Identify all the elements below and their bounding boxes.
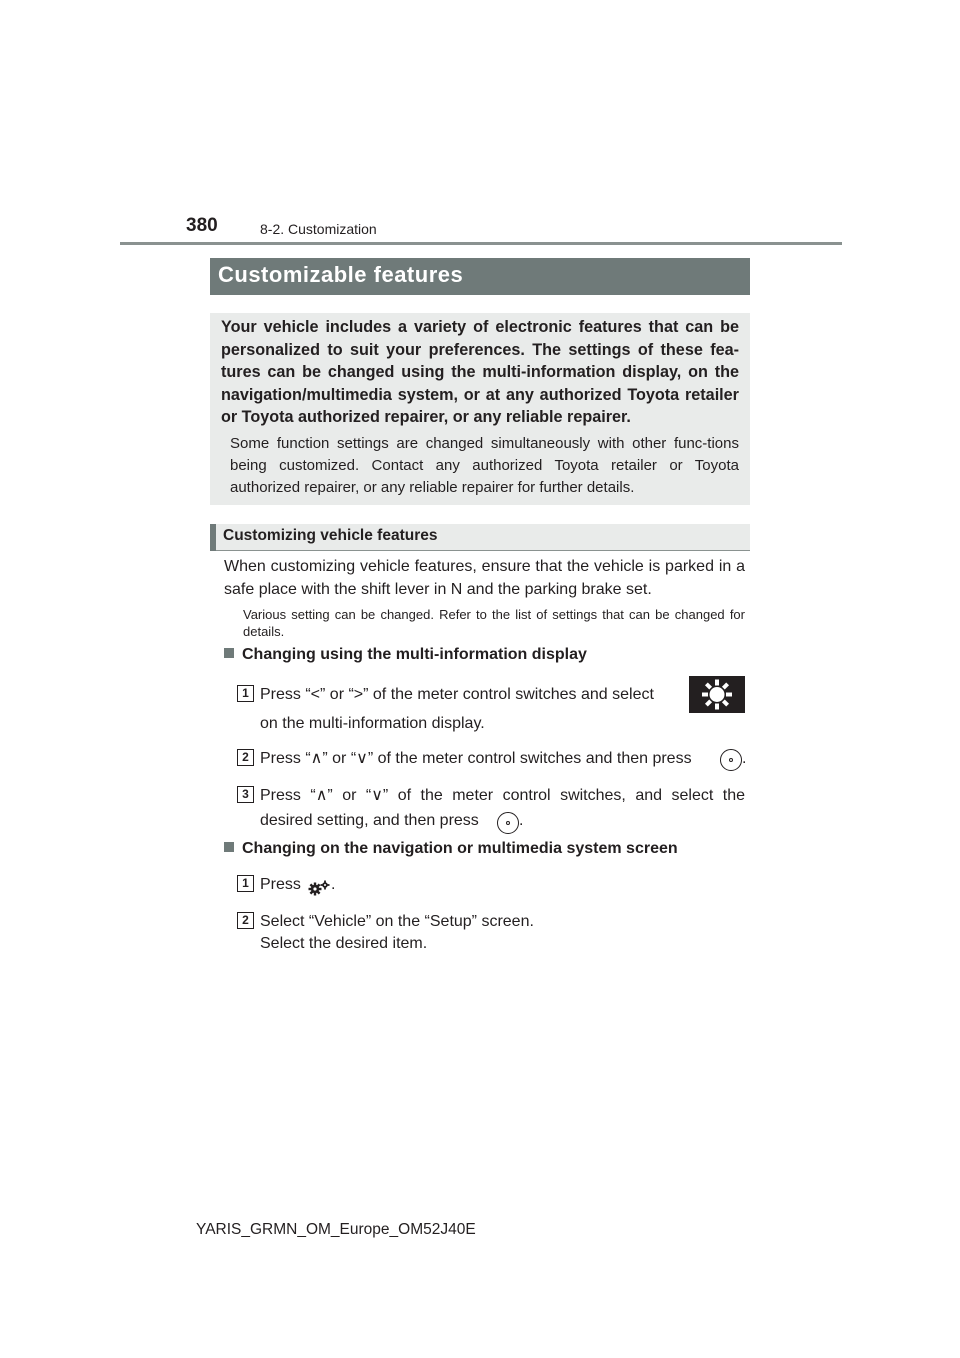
step-text: Press <box>260 876 301 893</box>
subsection-heading-bar <box>210 524 750 551</box>
step-text: Press “∧” or “∨” of the meter control switches, and select the <box>260 787 745 804</box>
step-text-continued: on the multi-information display. <box>260 715 485 732</box>
step-text: Select “Vehicle” on the “Setup” screen. <box>260 913 534 930</box>
footer-document-code: YARIS_GRMN_OM_Europe_OM52J40E <box>196 1221 476 1238</box>
mid-section-heading: Changing using the multi-information display <box>224 646 587 664</box>
step-text-end: . <box>331 876 336 893</box>
gear-icon <box>689 676 745 713</box>
intro-note: Some function settings are changed simultaneously with other func-tions being customized. Contact any authorized Toyota retailer or Toyota authorized repairer, or any reliable repairer for further details. <box>230 435 739 496</box>
section-reference: 8-2. Customization <box>260 221 377 237</box>
page-title-bar <box>210 258 750 295</box>
intro-text: Your vehicle includes a variety of electronic features that can be personalized to suit your preferences. The settings of these fea-tures can be changed using the multi-information display, on the navigation/multimedia system, or at any authorized Toyota retailer or Toyota authorized repairer, or any reliable repairer. <box>221 318 739 426</box>
header-divider <box>120 242 842 245</box>
heading-square-icon <box>224 842 234 852</box>
nav-section-heading: Changing on the navigation or multimedia system screen <box>224 840 678 858</box>
step-text-end: . <box>742 750 747 767</box>
ok-button-icon <box>720 749 742 771</box>
subsection-title: Customizing vehicle features <box>223 527 438 544</box>
step-badge: 3 <box>237 786 254 803</box>
small-note: Various setting can be changed. Refer to the list of settings that can be changed for details. <box>243 607 745 639</box>
heading-square-icon <box>224 648 234 658</box>
step-text-continued: Select the desired item. <box>260 935 428 952</box>
step-badge: 2 <box>237 749 254 766</box>
intro-box <box>210 313 750 505</box>
body-paragraph: When customizing vehicle features, ensure that the vehicle is parked in a safe place with the shift lever in N and the parking brake set. <box>224 558 745 598</box>
page-title: Customizable features <box>218 262 464 287</box>
step-badge: 1 <box>237 875 254 892</box>
step-badge: 2 <box>237 912 254 929</box>
step-text: Press “<” or “>” of the meter control switches and select <box>260 686 654 703</box>
step-text-end: . <box>519 812 524 829</box>
step-badge: 1 <box>237 685 254 702</box>
subsection-accent <box>210 524 216 551</box>
step-text-continued: desired setting, and then press <box>260 812 479 829</box>
ok-button-icon <box>497 812 519 834</box>
step-text: Press “∧” or “∨” of the meter control switches and then press <box>260 750 692 767</box>
page-number: 380 <box>186 215 218 236</box>
setup-icon <box>306 878 332 896</box>
